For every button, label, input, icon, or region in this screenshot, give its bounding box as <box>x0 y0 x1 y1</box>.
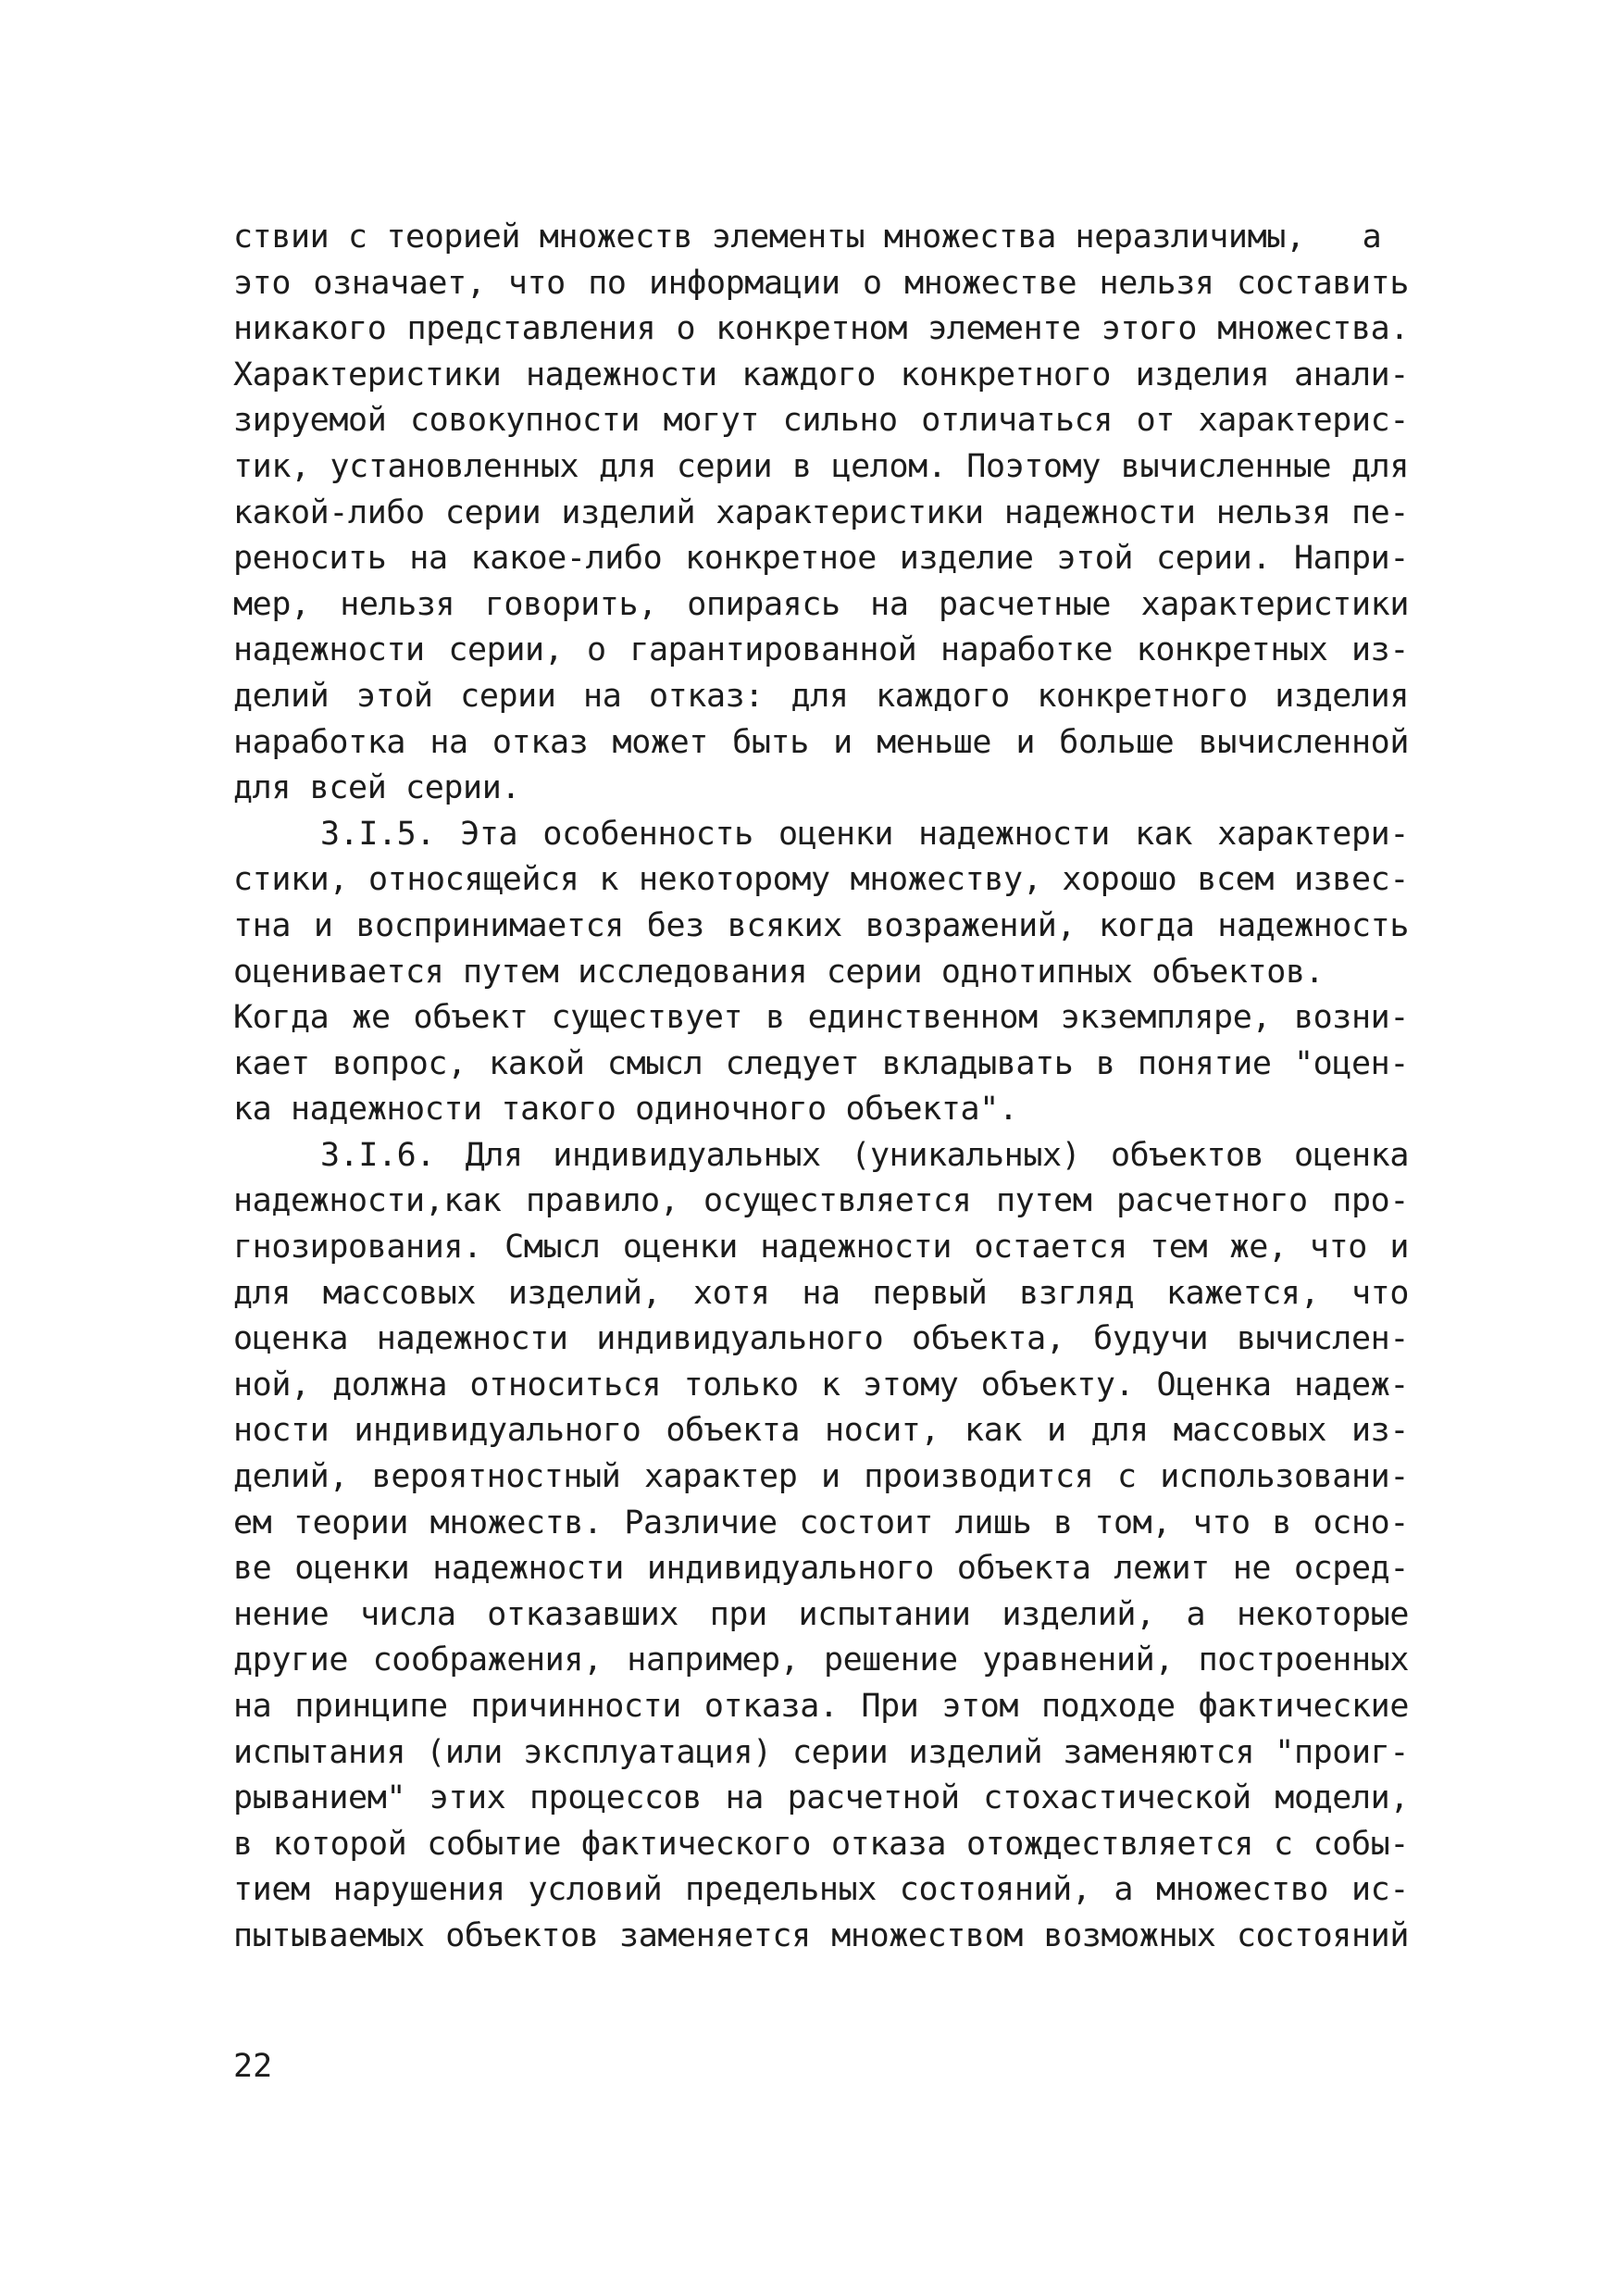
text-line: тна и воспринимается без всяких возражений, когда надежность <box>233 906 1409 944</box>
body-text <box>233 215 1409 1960</box>
text-line: делий, вероятностный характер и производится с использовани- <box>233 1458 1409 1496</box>
text-line: для всей серии. <box>233 769 521 807</box>
text-line: это означает, что по информации о множестве нельзя составить <box>233 264 1409 302</box>
text-line: тик, установленных для серии в целом. Поэтому вычисленные для <box>233 447 1409 485</box>
text-line: Характеристики надежности каждого конкретного изделия анали- <box>233 356 1409 393</box>
text-line: ной, должна относиться только к этому объекту. Оценка надеж- <box>233 1366 1409 1404</box>
text-line: какой-либо серии изделий характеристики надежности нельзя пе- <box>233 493 1409 531</box>
text-line: ности индивидуального объекта носит, как и для массовых из- <box>233 1412 1409 1450</box>
text-line: Когда же объект существует в единственном экземпляре, возни- <box>233 999 1409 1037</box>
text-line: наработка на отказ может быть и меньше и больше вычисленной <box>233 723 1409 761</box>
text-line: рыванием" этих процессов на расчетной стохастической модели, <box>233 1779 1409 1817</box>
text-line: надежности серии, о гарантированной наработке конкретных из- <box>233 631 1409 669</box>
text-line: никакого представления о конкретном элементе этого множества. <box>233 310 1409 348</box>
text-line: другие соображения, например, решение уравнений, построенных <box>233 1641 1409 1679</box>
text-line: реносить на какое-либо конкретное изделие этой серии. Напри- <box>233 540 1409 578</box>
text-line: зируемой совокупности могут сильно отличаться от характерис- <box>233 402 1409 440</box>
text-line: гнозирования. Смысл оценки надежности остается тем же, что и <box>233 1229 1409 1267</box>
text-line: оценивается путем исследования серии однотипных объектов. <box>233 953 1325 991</box>
text-line: пытываемых объектов заменяется множеством возможных состояний <box>233 1916 1409 1954</box>
text-line: нение числа отказавших при испытании изделий, а некоторые <box>233 1595 1409 1633</box>
text-line: мер, нельзя говорить, опираясь на расчетные характеристики <box>233 585 1409 623</box>
text-line: ве оценки надежности индивидуального объекта лежит не осред- <box>233 1550 1409 1588</box>
text-line: 3.I.6. Для индивидуальных (уникальных) объектов оценка <box>320 1136 1409 1174</box>
text-line: на принципе причинности отказа. При этом подходе фактические <box>233 1688 1409 1725</box>
text-line: в которой событие фактического отказа отождествляется с собы- <box>233 1825 1409 1863</box>
text-line: 3.I.5. Эта особенность оценки надежности как характери- <box>320 815 1409 853</box>
text-line: ка надежности такого одиночного объекта". <box>233 1091 1018 1129</box>
text-line: надежности,как правило, осуществляется путем расчетного про- <box>233 1182 1409 1220</box>
text-line: тием нарушения условий предельных состояний, а множество ис- <box>233 1871 1409 1909</box>
page-number: 22 <box>233 2048 273 2085</box>
text-line: кает вопрос, какой смысл следует вкладывать в понятие "оцен- <box>233 1044 1409 1082</box>
text-line: испытания (или эксплуатация) серии изделий заменяются "проиг- <box>233 1733 1409 1771</box>
text-line: для массовых изделий, хотя на первый взгляд кажется, что <box>233 1274 1409 1312</box>
text-line: стики, относящейся к некоторому множеству, хорошо всем извес- <box>233 861 1409 899</box>
text-line: делий этой серии на отказ: для каждого конкретного изделия <box>233 677 1409 715</box>
text-line: ствии с теорией множеств элементы множества неразличимы, а <box>233 218 1382 256</box>
text-line: ем теории множеств. Различие состоит лишь в том, что в осно- <box>233 1504 1409 1541</box>
text-line: оценка надежности индивидуального объекта, будучи вычислен- <box>233 1320 1409 1358</box>
